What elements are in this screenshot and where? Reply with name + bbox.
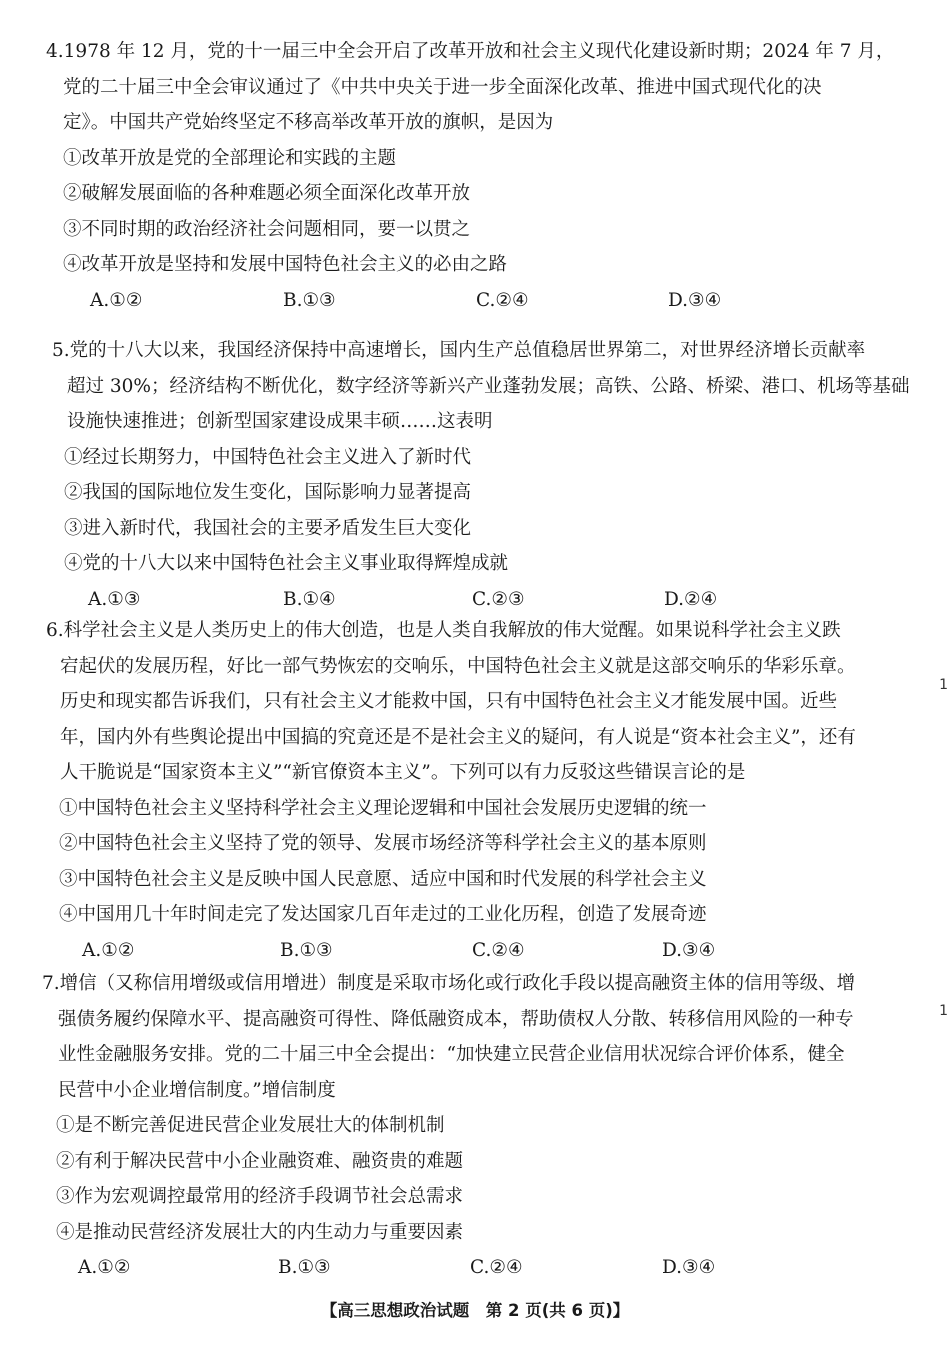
choice-b[interactable]: B.①④ [283, 588, 336, 610]
option-4: ④改革开放是坚持和发展中国特色社会主义的必由之路 [63, 254, 508, 275]
choice-d[interactable]: D.③④ [662, 1257, 716, 1278]
stem-line: 4.1978 年 12 月，党的十一届三中全会开启了改革开放和社会主义现代化建设新时期；2024 年 7 月， [46, 41, 895, 62]
option-1: ①改革开放是党的全部理论和实践的主题 [63, 147, 397, 169]
choice-a[interactable]: A.①② [78, 1257, 131, 1278]
stem-line: 设施快速推进；创新型国家建设成果丰硕……这表明 [67, 411, 493, 432]
question-stem [0, 34, 950, 141]
choice-d[interactable]: D.③④ [662, 939, 716, 961]
stem-line: 人干脆说是“国家资本主义”“新官僚资本主义”。下列可以有力反驳这些错误言论的是 [60, 762, 746, 783]
stem-line: 强债务履约保障水平、提高融资可得性、降低融资成本，帮助债权人分散、转移信用风险的一种专 [58, 1008, 854, 1030]
choice-d[interactable]: D.③④ [668, 289, 722, 311]
choice-c[interactable]: C.②④ [472, 939, 525, 961]
stem-line: 7.增信（又称信用增级或信用增进）制度是采取市场化或行政化手段以提高融资主体的信用等级、增 [42, 973, 856, 994]
stem-line: 年，国内外有些舆论提出中国搞的究竟还是不是社会主义的疑问，有人说是“资本社会主义”，还有 [60, 726, 856, 748]
answer-choices [0, 283, 950, 318]
option-1: ①经过长期努力，中国特色社会主义进入了新时代 [64, 446, 472, 468]
option-1: ①是不断完善促进民营企业发展壮大的体制机制 [56, 1115, 445, 1136]
option-4: ④是推动民营经济发展壮大的内生动力与重要因素 [56, 1221, 464, 1243]
options-list [0, 1108, 950, 1250]
option-4: ④中国用几十年时间走完了发达国家几百年走过的工业化历程，创造了发展奇迹 [59, 904, 707, 925]
page-footer: 【高三思想政治试题 第 2 页(共 6 页)】 [320, 1301, 630, 1320]
choice-c[interactable]: C.②④ [470, 1257, 523, 1278]
option-2: ②中国特色社会主义坚持了党的领导、发展市场经济等科学社会主义的基本原则 [59, 833, 707, 854]
option-4: ④党的十八大以来中国特色社会主义事业取得辉煌成就 [64, 553, 509, 574]
option-3: ③作为宏观调控最常用的经济手段调节社会总需求 [56, 1186, 464, 1207]
question-5 [0, 333, 950, 617]
answer-choices [0, 1250, 950, 1285]
question-stem [0, 333, 950, 440]
choice-b[interactable]: B.①③ [280, 939, 333, 961]
option-3: ③进入新时代，我国社会的主要矛盾发生巨大变化 [64, 517, 472, 539]
stem-line: 宕起伏的发展历程，好比一部气势恢宏的交响乐，中国特色社会主义就是这部交响乐的华彩乐章。 [60, 655, 856, 677]
choice-a[interactable]: A.①② [82, 939, 135, 961]
stem-line: 定》。中国共产党始终坚定不移高举改革开放的旗帜，是因为 [63, 112, 554, 133]
stem-line: 6.科学社会主义是人类历史上的伟大创造，也是人类自我解放的伟大觉醒。如果说科学社会主义跌 [46, 620, 841, 641]
question-6 [0, 613, 950, 968]
option-2: ②有利于解决民营中小企业融资难、融资贵的难题 [56, 1150, 464, 1172]
answer-choices [0, 933, 950, 968]
choice-c[interactable]: C.②③ [472, 588, 525, 610]
stem-line: 超过 30%；经济结构不断优化，数字经济等新兴产业蓬勃发展；高铁、公路、桥梁、港口、机场等基础 [67, 375, 910, 397]
choice-b[interactable]: B.①③ [278, 1257, 331, 1278]
choice-b[interactable]: B.①③ [283, 289, 336, 311]
question-4 [0, 34, 950, 318]
question-stem [0, 613, 950, 791]
options-list [0, 141, 950, 283]
answer-choices [0, 582, 950, 617]
stem-line: 民营中小企业增信制度。”增信制度 [58, 1079, 336, 1101]
stem-line: 历史和现实都告诉我们，只有社会主义才能救中国，只有中国特色社会主义才能发展中国。近些 [60, 691, 838, 712]
choice-a[interactable]: A.①③ [88, 588, 141, 610]
choice-d[interactable]: D.②④ [664, 588, 718, 610]
option-3: ③不同时期的政治经济社会问题相同，要一以贯之 [63, 218, 471, 240]
options-list [0, 791, 950, 933]
option-1: ①中国特色社会主义坚持科学社会主义理论逻辑和中国社会发展历史逻辑的统一 [59, 797, 707, 819]
edge-mark: 1 [939, 677, 948, 693]
choice-a[interactable]: A.①② [90, 289, 143, 311]
option-2: ②我国的国际地位发生变化，国际影响力显著提高 [64, 482, 472, 503]
option-3: ③中国特色社会主义是反映中国人民意愿、适应中国和时代发展的科学社会主义 [59, 868, 707, 890]
options-list [0, 440, 950, 582]
stem-line: 党的二十届三中全会审议通过了《中共中央关于进一步全面深化改革、推进中国式现代化的决 [63, 76, 822, 98]
choice-c[interactable]: C.②④ [476, 289, 529, 311]
question-7 [0, 966, 950, 1285]
option-2: ②破解发展面临的各种难题必须全面深化改革开放 [63, 183, 471, 204]
stem-line: 5.党的十八大以来，我国经济保持中高速增长，国内生产总值稳居世界第二，对世界经济增长贡献率 [52, 340, 866, 361]
stem-line: 业性金融服务安排。党的二十届三中全会提出：“加快建立民营企业信用状况综合评价体系，健全 [58, 1044, 845, 1065]
edge-mark: 1 [939, 1003, 948, 1019]
question-stem [0, 966, 950, 1108]
